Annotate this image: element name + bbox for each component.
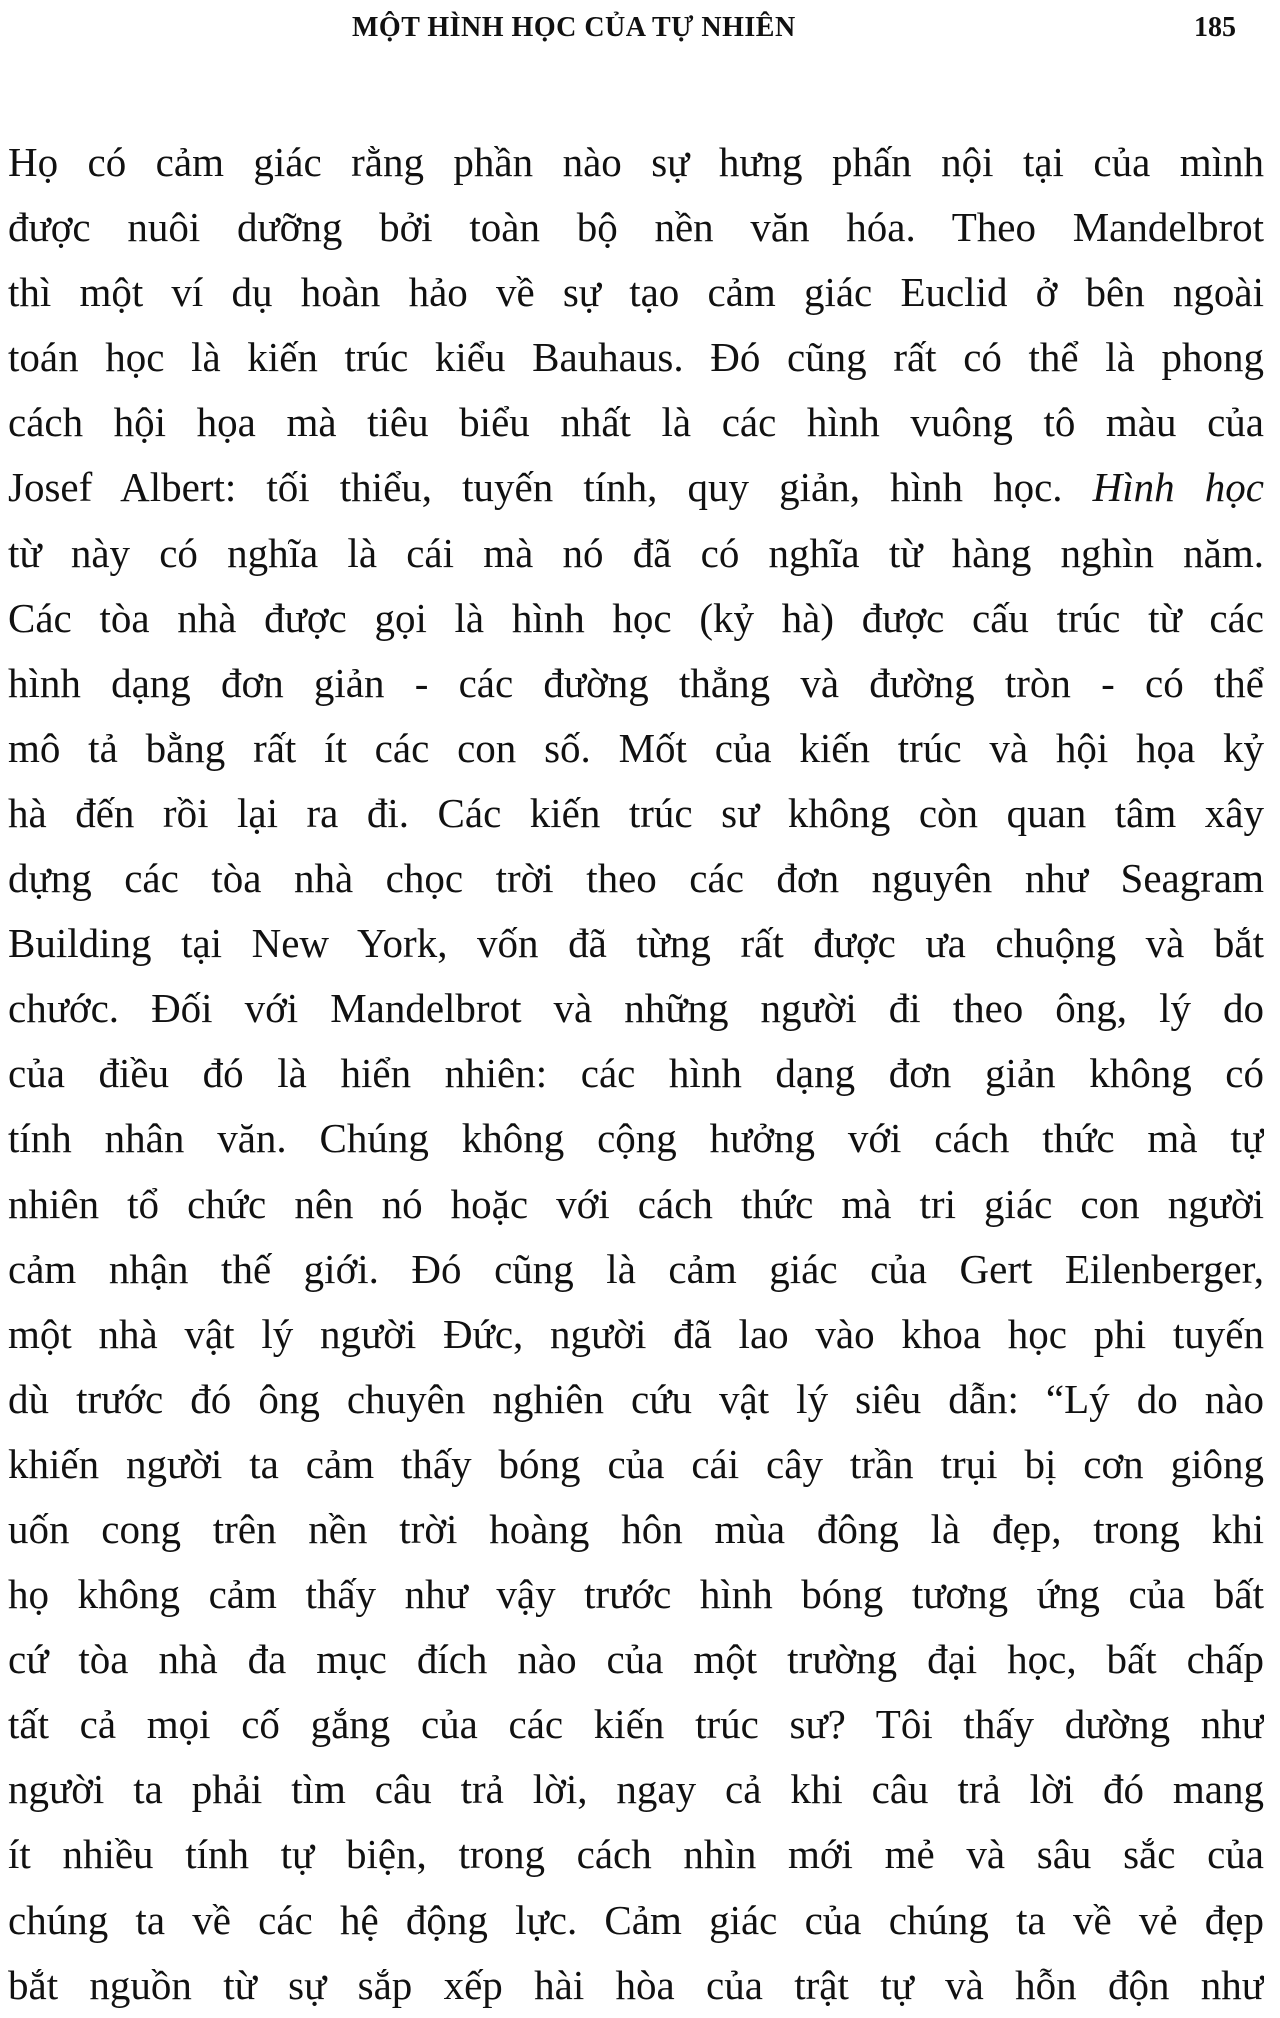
text-line: được nuôi dưỡng bởi toàn bộ nền văn hóa. Theo Mandelbrot xyxy=(8,204,1264,251)
text-line: cứ tòa nhà đa mục đích nào của một trường đại học, bất chấp xyxy=(8,1636,1264,1683)
text-line: thì một ví dụ hoàn hảo về sự tạo cảm giác Euclid ở bên ngoài xyxy=(8,269,1264,316)
text-line: cảm nhận thế giới. Đó cũng là cảm giác của Gert Eilenberger, xyxy=(8,1245,1264,1292)
text-line: Các tòa nhà được gọi là hình học (kỷ hà) được cấu trúc từ các xyxy=(8,594,1264,641)
text-line: ít nhiều tính tự biện, trong cách nhìn mới mẻ và sâu sắc của xyxy=(8,1831,1264,1878)
text-line: một nhà vật lý người Đức, người đã lao vào khoa học phi tuyến xyxy=(8,1310,1264,1357)
text-line: Building tại New York, vốn đã từng rất được ưa chuộng và bắt xyxy=(8,920,1264,967)
text-line-segment: Josef Albert: tối thiểu, tuyến tính, quy giản, hình học. xyxy=(8,464,1093,511)
text-line: chúng ta về các hệ động lực. Cảm giác của chúng ta về vẻ đẹp xyxy=(8,1896,1264,1943)
text-line: uốn cong trên nền trời hoàng hôn mùa đông là đẹp, trong khi xyxy=(8,1505,1264,1552)
page-number: 185 xyxy=(1194,12,1236,43)
text-line: tất cả mọi cố gắng của các kiến trúc sư? Tôi thấy dường như xyxy=(8,1701,1264,1748)
body-paragraph xyxy=(8,130,1264,2018)
running-title: MỘT HÌNH HỌC CỦA TỰ NHIÊN xyxy=(352,12,796,43)
text-line: hà đến rồi lại ra đi. Các kiến trúc sư không còn quan tâm xây xyxy=(8,789,1264,836)
text-line: cách hội họa mà tiêu biểu nhất là các hình vuông tô màu của xyxy=(8,399,1264,446)
text-line: Họ có cảm giác rằng phần nào sự hưng phấn nội tại của mình xyxy=(8,139,1264,185)
text-line: dựng các tòa nhà chọc trời theo các đơn nguyên như Seagram xyxy=(8,855,1264,902)
text-line: mô tả bằng rất ít các con số. Mốt của kiến trúc và hội họa kỷ xyxy=(8,724,1264,771)
text-line: họ không cảm thấy như vậy trước hình bóng tương ứng của bất xyxy=(8,1571,1264,1618)
running-header xyxy=(0,12,1280,52)
text-line: nhiên tổ chức nên nó hoặc với cách thức mà tri giác con người xyxy=(8,1180,1264,1227)
text-line: tính nhân văn. Chúng không cộng hưởng với cách thức mà tự xyxy=(8,1115,1264,1162)
text-line: bắt nguồn từ sự sắp xếp hài hòa của trật tự và hỗn độn như xyxy=(8,1961,1264,2008)
text-line: toán học là kiến trúc kiểu Bauhaus. Đó cũng rất có thể là phong xyxy=(8,334,1264,381)
text-line: từ này có nghĩa là cái mà nó đã có nghĩa từ hàng nghìn năm. xyxy=(8,529,1264,576)
text-line: của điều đó là hiển nhiên: các hình dạng đơn giản không có xyxy=(8,1050,1264,1097)
text-line: chước. Đối với Mandelbrot và những người đi theo ông, lý do xyxy=(8,985,1264,1032)
text-line xyxy=(8,455,1264,520)
text-line: dù trước đó ông chuyên nghiên cứu vật lý siêu dẫn: “Lý do nào xyxy=(8,1375,1264,1422)
emphasized-term: Hình học xyxy=(1092,464,1264,511)
text-line: khiến người ta cảm thấy bóng của cái cây trần trụi bị cơn giông xyxy=(8,1440,1264,1487)
text-line: người ta phải tìm câu trả lời, ngay cả khi câu trả lời đó mang xyxy=(8,1766,1264,1813)
text-line: hình dạng đơn giản - các đường thẳng và đường tròn - có thể xyxy=(8,659,1264,706)
